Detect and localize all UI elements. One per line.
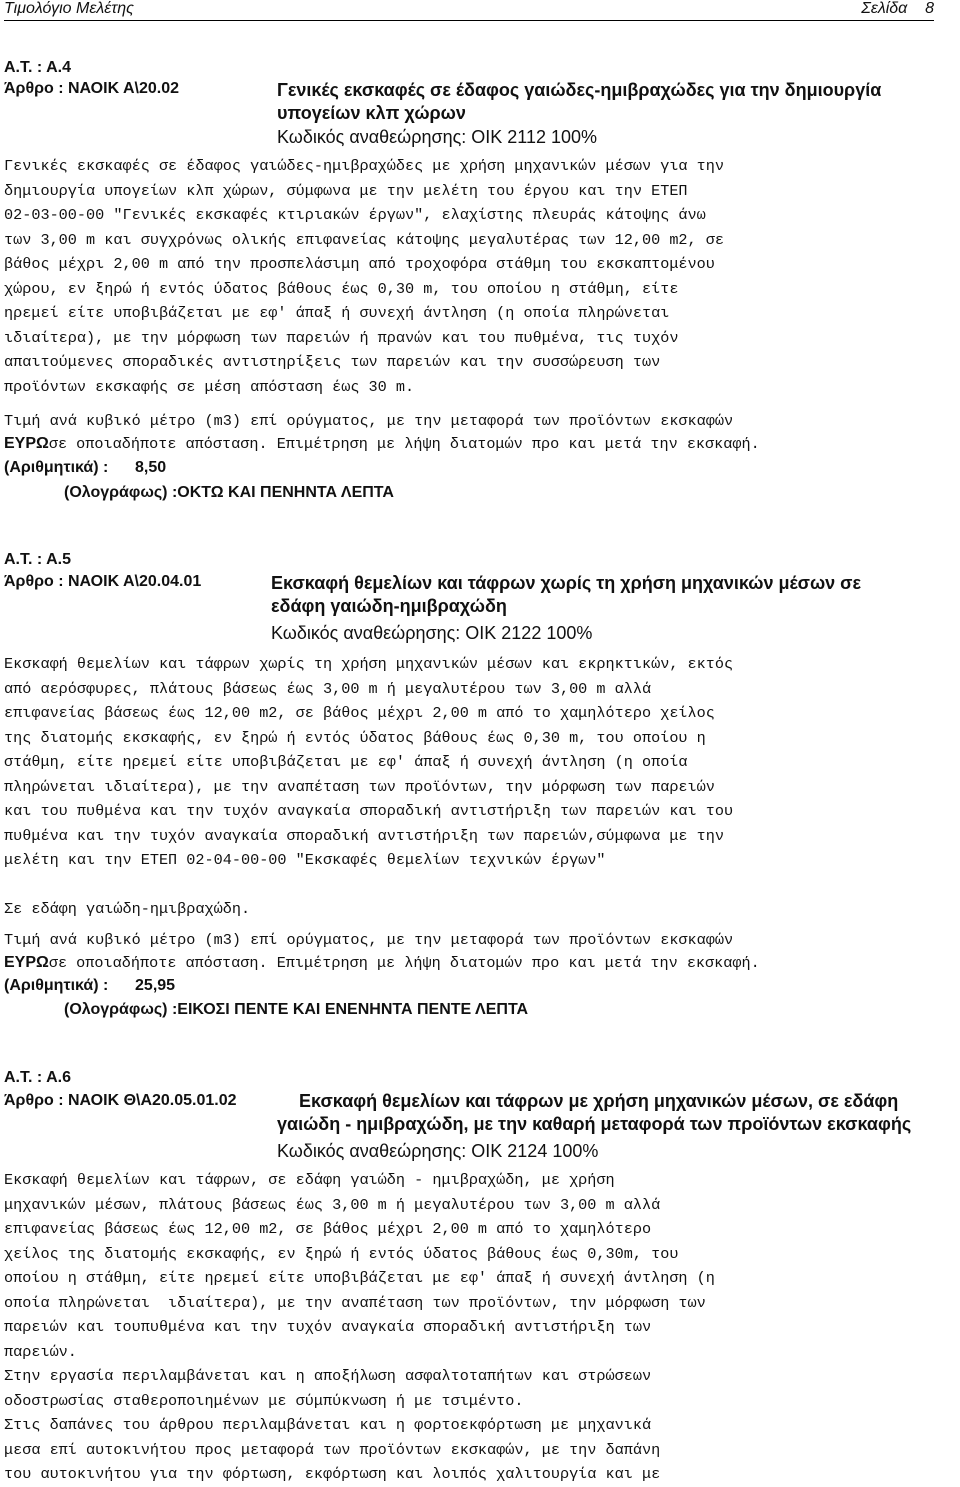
desc-line: οδοστρωσίας σταθεροποιημένων με σύμπύκνωση ή με τσιμέντο. — [4, 1391, 524, 1410]
desc-line: στάθμη, είτε ηρεμεί είτε υποβιβάζεται με εφ' άπαξ ή συνεχή άντληση (η οποία — [4, 753, 688, 771]
desc-line: Γενικές εκσκαφές σε έδαφος γαιώδες-ημιβραχώδες με χρήση μηχανικών μέσων για την — [4, 157, 725, 175]
page-header-title: Τιμολόγιο Μελέτης — [4, 0, 134, 17]
desc-line — [4, 873, 733, 898]
words-label: (Ολογράφως) : — [64, 1001, 178, 1018]
desc-line: και του πυθμένα και την τυχόν αναγκαία σποραδική αντιστήριξη των παρειών και του — [4, 802, 734, 820]
item-article-a4: Άρθρο : ΝΑΟΙΚ Α\20.02 — [4, 80, 180, 97]
price-currency: ΕΥΡΩ — [4, 954, 49, 971]
item-title-line: γαιώδη - ημιβραχώδη, με την καθαρή μεταφορά των προϊόντων εκσκαφής — [277, 1114, 912, 1134]
price-line-text: σε οποιαδήποτε απόσταση. Επιμέτρηση με λήψη διατομών προ και μετά την εκσκαφή. — [48, 435, 760, 453]
desc-line: προϊόντων εκσκαφής σε μέση απόσταση έως 30 m. — [4, 377, 415, 396]
item-title-line: Γενικές εκσκαφές σε έδαφος γαιώδες-ημιβραχώδες για την δημιουργία — [277, 80, 882, 100]
desc-line: Στην εργασία περιλαμβάνεται και η αποξήλωση ασφαλτοταπήτων και στρώσεων — [4, 1367, 652, 1385]
desc-line: ιδιαίτερα), με την μόρφωση των παρειών ή πρανών και του πυθμένα, τις τυχόν — [4, 328, 679, 347]
item-article-a5: Άρθρο : ΝΑΟΙΚ Α\20.04.01 — [4, 573, 202, 590]
desc-line: απαιτούμενες σποραδικές αντιστηρίξεις των παρειών και την συσσώρευση των — [4, 353, 661, 371]
price-line-1-a4: Τιμή ανά κυβικό μέτρο (m3) επί ορύγματος, με την μεταφορά των προϊόντων εκσκαφών — [4, 412, 734, 430]
desc-line: Εκσκαφή θεμελίων και τάφρων, σε εδάφη γαιώδη - ημιβραχώδη, με χρήση — [4, 1171, 615, 1189]
numeric-value: 8,50 — [135, 459, 167, 476]
desc-line: Εκσκαφή θεμελίων και τάφρων χωρίς τη χρήση μηχανικών μέσων και εκρηκτικών, εκτός — [4, 655, 734, 673]
desc-line: Σε εδάφη γαιώδη-ημιβραχώδη. — [4, 900, 251, 918]
item-title-line: Εκσκαφή θεμελίων και τάφρων χωρίς τη χρήση μηχανικών μέσων σε — [271, 573, 862, 593]
revision-code-a4: Κωδικός αναθεώρησης: ΟΙΚ 2112 100% — [277, 127, 598, 147]
desc-line: του αυτοκινήτου για την φόρτωση, εκφόρτωση και λοιπός χαλιτουργία και με — [4, 1465, 661, 1483]
item-description-a6 — [4, 1168, 715, 1487]
numeric-label: (Αριθμητικά) : — [4, 977, 109, 994]
desc-line: παρειών και τουπυθμένα και την τυχόν αναγκαία σποραδική αντιστήριξη των — [4, 1318, 652, 1336]
price-line-2-a5 — [4, 954, 760, 972]
words-amount-a5 — [64, 1001, 528, 1019]
desc-line: μεσα επί αυτοκινήτου προς μεταφορά των προϊόντων εκσκαφών, με την δαπάνη — [4, 1440, 661, 1459]
words-amount-a4 — [64, 484, 394, 502]
words-value: ΟΚΤΩ ΚΑΙ ΠΕΝΗΝΤΑ ΛΕΠΤΑ — [177, 484, 394, 501]
desc-line: των 3,00 m και συγχρόνως ολικής επιφανείας κάτοψης μεγαλυτέρας των 12,00 m2, σε — [4, 230, 725, 249]
item-title-a4 — [277, 79, 881, 125]
price-line-text: σε οποιαδήποτε απόσταση. Επιμέτρηση με λήψη διατομών προ και μετά την εκσκαφή. — [48, 954, 760, 972]
desc-line: μηχανικών μέσων, πλάτους βάσεως έως 3,00 m ή μεγαλυτέρου των 3,00 m αλλά — [4, 1195, 661, 1214]
price-currency: ΕΥΡΩ — [4, 435, 49, 452]
page-header — [4, 0, 934, 21]
desc-line: βάθος μέχρι 2,00 m από την προσπελάσιμη από τροχοφόρα στάθμη του εκσκαπτομένου — [4, 255, 715, 273]
price-line-2-a4 — [4, 435, 760, 453]
item-title-line: εδάφη γαιώδη-ημιβραχώδη — [271, 596, 507, 616]
item-description-a4 — [4, 154, 724, 399]
item-description-a5 — [4, 652, 733, 922]
desc-line: παρειών. — [4, 1342, 77, 1361]
item-title-a6 — [277, 1090, 912, 1136]
revision-code-a6: Κωδικός αναθεώρησης: ΟΙΚ 2124 100% — [277, 1141, 599, 1161]
desc-line: μελέτη και την ΕΤΕΠ 02-04-00-00 "Εκσκαφές θεμελίων τεχνικών έργων" — [4, 851, 606, 869]
desc-line: δημιουργία υπογείων κλπ χώρων, σύμφωνα με την μελέτη του έργου και την ΕΤΕΠ — [4, 181, 688, 200]
page-number: 8 — [925, 0, 934, 17]
item-at-a4: Α.Τ. : Α.4 — [4, 59, 71, 76]
item-article-a6: Άρθρο : ΝΑΟΙΚ Θ\Α20.05.01.02 — [4, 1092, 237, 1109]
words-label: (Ολογράφως) : — [64, 484, 178, 501]
revision-code-a5: Κωδικός αναθεώρησης: ΟΙΚ 2122 100% — [271, 623, 593, 643]
desc-line: πυθμένα και την τυχόν αναγκαία σποραδική αντιστήριξη των παρειών,σύμφωνα με την — [4, 826, 725, 845]
item-title-line: Εκσκαφή θεμελίων και τάφρων με χρήση μηχανικών μέσων, σε εδάφη — [299, 1091, 899, 1111]
desc-line: Στις δαπάνες του άρθρου περιλαμβάνεται και η φορτοεκφόρτωση με μηχανικά — [4, 1416, 652, 1434]
desc-line: επιφανείας βάσεως έως 12,00 m2, σε βάθος μέχρι 2,00 m από το χαμηλότερο — [4, 1220, 652, 1238]
desc-line: οποία πληρώνεται ιδιαίτερα), με την αναπέταση των προϊόντων, την μόρφωση των — [4, 1293, 706, 1312]
numeric-label: (Αριθμητικά) : — [4, 459, 109, 476]
desc-line: επιφανείας βάσεως έως 12,00 m2, σε βάθος μέχρι 2,00 m από το χαμηλότερο χείλος — [4, 704, 715, 722]
desc-line: της διατομής εκσκαφής, εν ξηρώ ή εντός ύδατος βάθους έως 0,30 m, του οποίου η — [4, 728, 706, 747]
desc-line: χείλος της διατομής εκσκαφής, εν ξηρώ ή εντός ύδατος βάθους έως 0,30m, του — [4, 1244, 679, 1263]
numeric-amount-a5 — [4, 977, 175, 995]
desc-line: από αερόσφυρες, πλάτους βάσεως έως 3,00 m ή μεγαλυτέρου των 3,00 m αλλά — [4, 679, 652, 698]
desc-line: οποίου η στάθμη, είτε ηρεμεί είτε υποβιβάζεται με εφ' άπαξ ή συνεχή άντληση (η — [4, 1269, 715, 1287]
numeric-value: 25,95 — [135, 977, 176, 994]
item-at-a6: Α.Τ. : Α.6 — [4, 1069, 71, 1086]
desc-line: 02-03-00-00 "Γενικές εκσκαφές κτιριακών έργων", ελαχίστης πλευράς κάτοψης άνω — [4, 206, 706, 224]
page-label: Σελίδα — [861, 0, 908, 17]
item-title-line: υπογείων κλπ χώρων — [277, 103, 466, 123]
item-title-a5 — [271, 572, 861, 618]
item-at-a5: Α.Τ. : Α.5 — [4, 551, 71, 568]
desc-line: ηρεμεί είτε υποβιβάζεται με εφ' άπαξ ή συνεχή άντληση (η οποία πληρώνεται — [4, 304, 670, 322]
desc-line: πληρώνεται ιδιαίτερα), με την αναπέταση των προϊόντων, την μόρφωση των παρειών — [4, 777, 715, 796]
page-header-page — [861, 0, 934, 18]
price-line-1-a5: Τιμή ανά κυβικό μέτρο (m3) επί ορύγματος, με την μεταφορά των προϊόντων εκσκαφών — [4, 931, 734, 949]
words-value: ΕΙΚΟΣΙ ΠΕΝΤΕ ΚΑΙ ΕΝΕΝΗΝΤΑ ΠΕΝΤΕ ΛΕΠΤΑ — [177, 1001, 529, 1018]
numeric-amount-a4 — [4, 459, 166, 477]
desc-line: χώρου, εν ξηρώ ή εντός ύδατος βάθους έως 0,30 m, του οποίου η στάθμη, είτε — [4, 279, 679, 298]
